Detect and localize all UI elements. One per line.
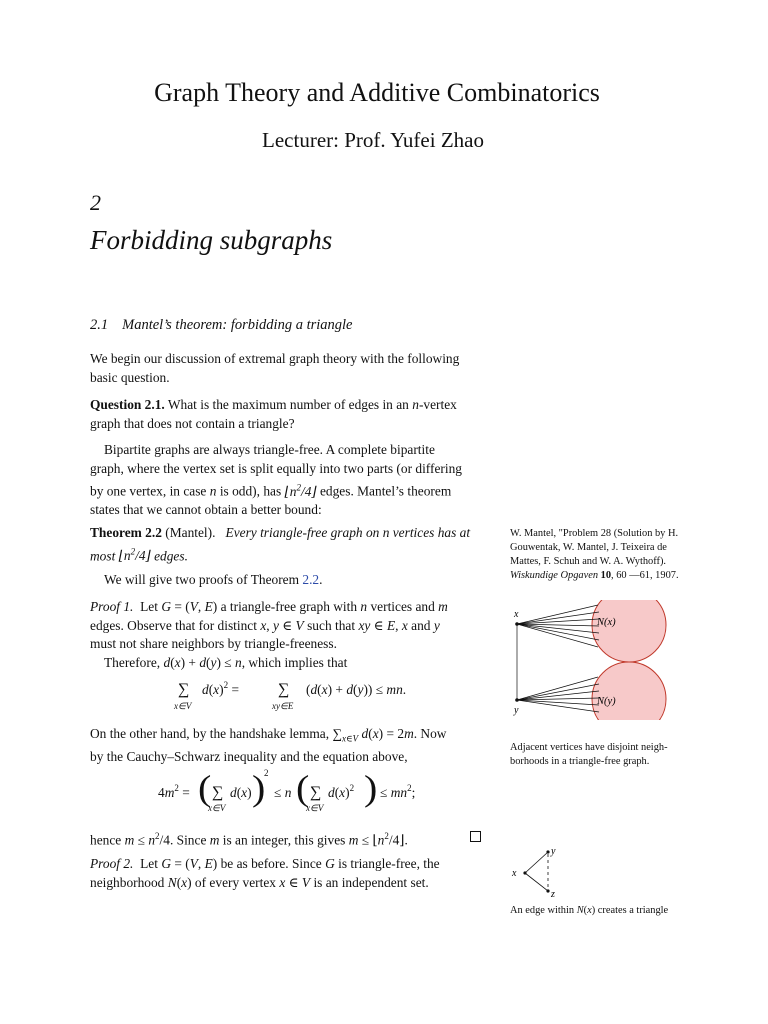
margin-ref-line-2: Gouwentak, W. Mantel, J. Teixeira de [510, 542, 667, 553]
proof-1-l1c: vertices and [370, 599, 435, 614]
bipartite-line-2: graph, where the vertex set is split equally into two parts (or differing [90, 460, 462, 476]
theorem-statement: Every triangle-free graph on n vertices has at [225, 525, 471, 540]
section-heading [90, 317, 353, 334]
fig1-nx-label: N(x) [597, 617, 616, 628]
neighborhood-x-disk [592, 600, 666, 662]
proof-1-l2c: and [411, 617, 431, 633]
svg-text:x∈V: x∈V [208, 803, 226, 813]
fig2-z-label: z [551, 889, 555, 900]
svg-text:xy∈E: xy∈E [272, 701, 294, 711]
bipartite-line-1: Bipartite graphs are always triangle-free. A complete bipartite [104, 442, 435, 457]
proof-2: Proof 2. Let G = (V, E) be as before. Since G is triangle-free, the neighborhood N(x) of every vertex x ∈ V is an independent set. [90, 856, 440, 890]
figure-triangle [510, 842, 580, 900]
fig1-caption-line-1: Adjacent vertices have disjoint neigh- [510, 742, 668, 753]
document-title: Graph Theory and Additive Combinatorics [154, 78, 600, 107]
section-number: 2.1 [90, 317, 109, 333]
fig1-y-label: y [514, 705, 519, 716]
svg-text:∑: ∑ [310, 784, 322, 801]
margin-ref-pages: , 60 —61, 1907. [611, 570, 679, 581]
chapter-title: Forbidding subgraphs [90, 225, 333, 255]
svg-text:): ) [364, 768, 378, 809]
bipartite-line-4: states that we cannot obtain a better bound: [90, 502, 322, 518]
svg-text:4m2 =: $4m^2$ = [158, 783, 190, 800]
margin-reference [510, 527, 700, 583]
hence-b: . Since [169, 832, 207, 848]
handshake-line-2: by the Cauchy–Schwarz inequality and the equation above, [90, 749, 408, 765]
proof-2-l2c: is an independent set. [313, 874, 429, 890]
bipartite-line-3a: by one vertex, in case [90, 483, 207, 499]
figure-1-caption [510, 741, 700, 769]
fig2-caption-b: creates a triangle [597, 905, 669, 916]
fig1-ny-label: N(y) [597, 696, 616, 707]
margin-ref-volume: 10 [600, 570, 612, 581]
math-n: n [412, 397, 419, 412]
two-proofs-text: We will give two proofs of Theorem [104, 572, 300, 587]
math-floor-n2-4: $⌊n^2/4⌋$ [118, 546, 151, 564]
math-g-ve: G [161, 599, 171, 614]
fig2-caption-a: An edge within [510, 905, 575, 916]
svg-text:x∈V: x∈V [306, 803, 324, 813]
equation-cauchy-schwarz [150, 766, 450, 820]
margin-ref-journal: Wiskundige Opgaven [510, 570, 599, 581]
proof-2-l2b: of every vertex [194, 874, 276, 890]
proof-1-l1b: a triangle-free graph with [220, 599, 358, 614]
svg-text:d(x): d(x) [230, 785, 252, 800]
question-text: What is the maximum number of edges in an [167, 397, 409, 412]
hence-line: hence $m \le n^2/4$. Since m is an integer, this gives $m \le ⌊n^2/4⌋$. [90, 831, 408, 848]
proof-1-label: Proof 1. [90, 599, 134, 614]
proof-1-l2b: such that [307, 617, 356, 633]
qed-box-icon [470, 831, 481, 842]
theorem-2-2 [90, 524, 482, 566]
handshake-l1a: On the other hand, by the handshake lemma, [90, 726, 330, 741]
hence-a: hence [90, 832, 122, 848]
figure-disjoint-neighborhoods [505, 600, 675, 720]
proof-2-l2a: neighborhood [90, 874, 165, 890]
two-proofs-line [90, 571, 482, 590]
fig2-x-label: x [512, 868, 517, 879]
proof-1-l4b: , which implies that [241, 654, 348, 670]
proof-1: Proof 1. Let G = (V, E) a triangle-free graph with n vertices and m edges. Observe that for distinct x, y ∈ V such that xy ∈ E, x and y must not share neighbors by triangle-freeness. Therefore, d(x) + d(y) ≤ n, which implies that [90, 598, 482, 672]
proof-2-label: Proof 2. [90, 856, 134, 871]
margin-ref-line-3: Mattes, F. Schuh and W. A. Wythoff). [510, 556, 667, 567]
proof-1-line-3: must not share neighbors by triangle-freeness. [90, 636, 337, 652]
margin-ref-line-1: W. Mantel, "Problem 28 (Solution by H. [510, 528, 679, 539]
svg-text:(d(x) + d(y)) ≤ mn.: (d(x) + d(y)) ≤ mn. [306, 682, 407, 697]
equation-degree-sum [170, 677, 430, 719]
theorem-label: Theorem 2.2 [90, 525, 162, 540]
handshake-paragraph: On the other hand, by the handshake lemma, $\sum_{x\in V}$ d(x) = 2m. Now by the Cauchy–Schwarz inequality and the equation above, [90, 725, 482, 767]
svg-text:∑: ∑ [178, 681, 190, 698]
intro-line-2: basic question. [90, 369, 170, 385]
svg-text:(: ( [198, 768, 212, 809]
theorem-line-2b: edges. [154, 548, 188, 564]
math-floor-n2-4: $⌊n^2/4⌋$ [284, 482, 317, 499]
svg-text:(: ( [296, 768, 310, 809]
theorem-name: (Mantel). [165, 525, 216, 540]
theorem-reference-link[interactable]: 2.2 [302, 572, 320, 587]
figure-2-caption: An edge within N(x) creates a triangle [510, 905, 669, 916]
triangle-vertex-z [546, 889, 549, 892]
hence-d: . [404, 832, 408, 848]
question-text-b: -vertex [418, 397, 457, 412]
question-label: Question 2.1. [90, 397, 165, 412]
svg-text:d(x)2 =: $d(x)^2$ = [202, 680, 239, 697]
proof-2-l1c: is triangle-free, the [338, 856, 440, 871]
handshake-l1b: . Now [413, 726, 447, 741]
bipartite-line-3c: edges. Mantel’s theorem [319, 483, 452, 499]
proof-2-l1b: be as before. Since [220, 856, 322, 871]
svg-text:≤ n: ≤ n [274, 785, 292, 800]
proof-1-l1a: Let [140, 599, 158, 614]
section-title: Mantel’s theorem: forbidding a triangle [122, 317, 353, 333]
fig1-edges [517, 605, 599, 712]
intro-paragraph [90, 350, 482, 387]
fig1-caption-line-2: borhoods in a triangle-free graph. [510, 756, 650, 767]
two-proofs-end: . [319, 572, 323, 587]
proof-1-l2a: edges. Observe that for distinct [90, 617, 257, 633]
svg-text:): ) [252, 768, 266, 809]
svg-text:2: 2 [264, 768, 269, 778]
chapter-number: 2 [90, 190, 101, 215]
triangle-vertex-y [546, 850, 549, 853]
intro-line-1: We begin our discussion of extremal graph theory with the following [90, 351, 460, 366]
bipartite-line-3b: is odd), has [219, 483, 282, 499]
fig1-x-label: x [514, 609, 519, 620]
proof-2-l1a: Let [140, 856, 158, 871]
proof-1-l4a: Therefore, [104, 654, 161, 670]
fig2-caption-math: N [576, 905, 584, 916]
svg-text:d(x)2: $d(x)^2$ [328, 783, 355, 800]
bipartite-paragraph [90, 441, 482, 520]
svg-text:∑: ∑ [278, 681, 290, 698]
hence-c: is an integer, this gives [222, 832, 346, 848]
question-line-2: graph that does not contain a triangle? [90, 415, 295, 431]
lecturer-line: Lecturer: Prof. Yufei Zhao [262, 128, 484, 152]
vertex-y [515, 698, 519, 702]
svg-text:∑: ∑ [212, 784, 224, 801]
math-n: n [209, 483, 217, 499]
svg-text:x∈V: x∈V [174, 701, 192, 711]
question-2-1 [90, 396, 482, 433]
triangle-vertex-x [523, 871, 526, 874]
fig2-y-label: y [551, 846, 556, 857]
svg-text:≤ mn2;: ≤ $mn^2$; [380, 783, 416, 800]
theorem-line-2a: most [90, 548, 116, 564]
vertex-x [515, 622, 519, 626]
neighborhood-y-disk [592, 662, 666, 720]
